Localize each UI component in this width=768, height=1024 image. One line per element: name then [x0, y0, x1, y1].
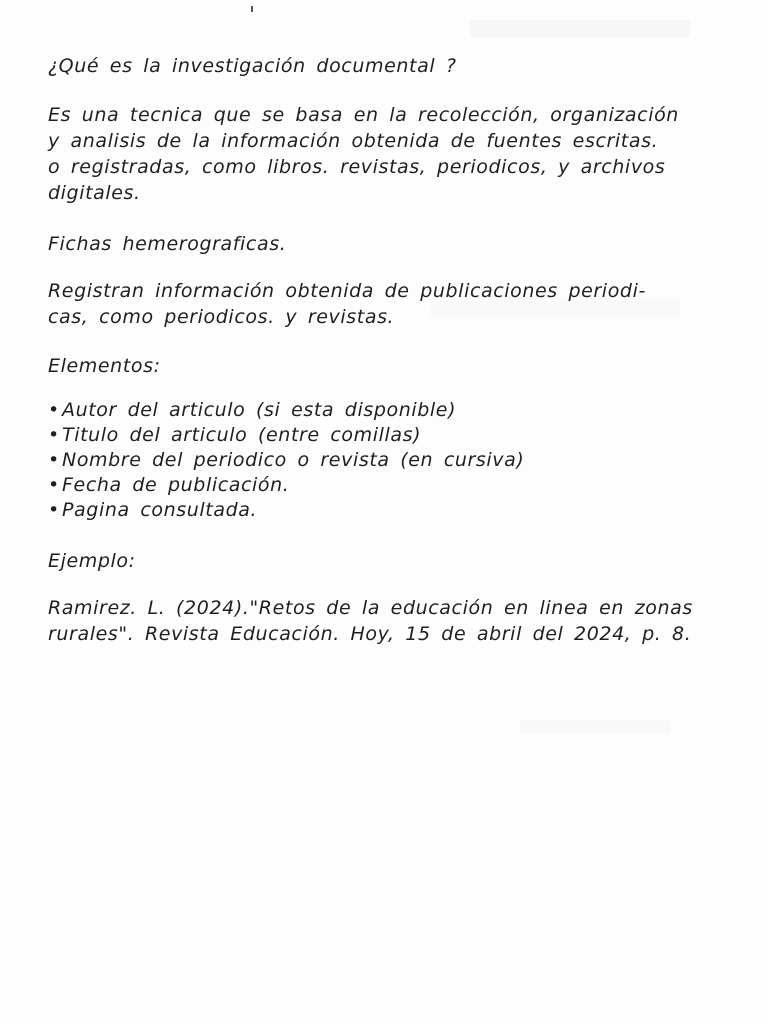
- definition-paragraph: [48, 102, 728, 206]
- elements-title: Elementos:: [48, 355, 161, 377]
- section-paragraph: [48, 278, 728, 330]
- definition-line: digitales.: [48, 182, 141, 204]
- definition-line: Es una tecnica que se basa en la recolección, organización: [48, 104, 679, 126]
- elements-list: [48, 398, 728, 523]
- bleed-through: [470, 20, 690, 38]
- list-item: • Pagina consultada.: [48, 499, 258, 521]
- section-title: Fichas hemerograficas.: [48, 233, 287, 255]
- citation-line: rurales". Revista Educación. Hoy, 15 de abril del 2024, p. 8.: [48, 623, 692, 645]
- list-item: • Titulo del articulo (entre comillas): [48, 424, 422, 446]
- list-item: • Autor del articulo (si esta disponible): [48, 399, 457, 421]
- list-item: • Fecha de publicación.: [48, 474, 290, 496]
- section-line: cas, como periodicos. y revistas.: [48, 306, 395, 328]
- list-item: • Nombre del periodico o revista (en cursiva): [48, 449, 525, 471]
- definition-line: o registradas, como libros. revistas, periodicos, y archivos: [48, 156, 666, 178]
- pen-mark: [251, 6, 253, 12]
- example-citation: [48, 595, 728, 647]
- citation-line: Ramirez. L. (2024)."Retos de la educación en linea en zonas: [48, 597, 693, 619]
- handwritten-notes: [48, 50, 728, 647]
- page-title: ¿Qué es la investigación documental ?: [48, 55, 457, 77]
- section-line: Registran información obtenida de publicaciones periodi-: [48, 280, 646, 302]
- example-title: Ejemplo:: [48, 550, 136, 572]
- bleed-through: [520, 720, 670, 734]
- definition-line: y analisis de la información obtenida de fuentes escritas.: [48, 130, 659, 152]
